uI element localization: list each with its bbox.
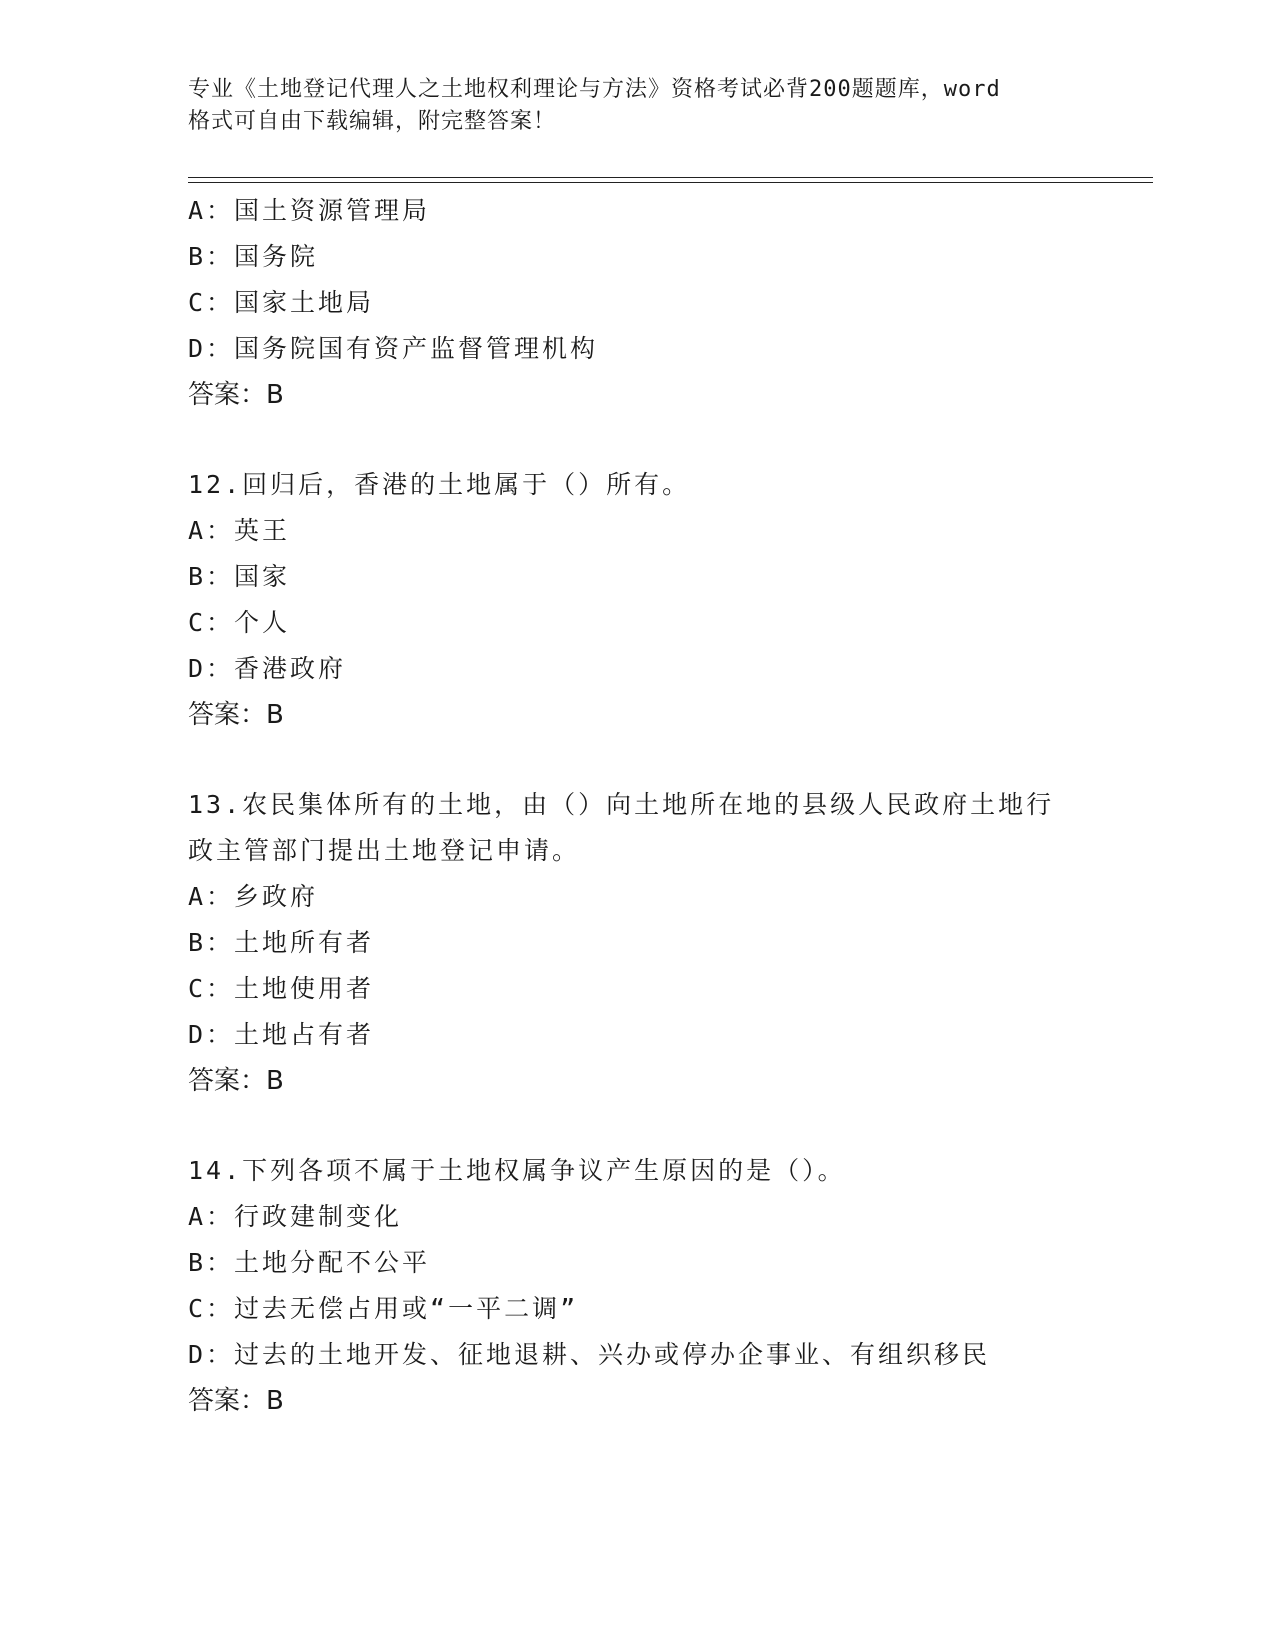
spacer [188,1104,1088,1148]
header-rule-top [188,177,1153,178]
answer-line: 答案：B [188,380,284,410]
option-b: B：土地分配不公平 [188,1248,431,1277]
option-a: A：乡政府 [188,882,319,911]
question-13 [188,782,1088,1104]
option-b: B：国家 [188,562,291,591]
header-line-2: 格式可自由下载编辑，附完整答案！ [188,109,557,134]
option-c: C：土地使用者 [188,974,375,1003]
option-a: A：英王 [188,516,291,545]
option-c: C：过去无偿占用或“一平二调” [188,1294,579,1323]
header-line-1: 专业《土地登记代理人之土地权利理论与方法》资格考试必背200题题库，word [188,77,1001,102]
option-d: D：过去的土地开发、征地退耕、兴办或停办企事业、有组织移民 [188,1340,991,1369]
option-d: D：国务院国有资产监督管理机构 [188,334,599,363]
option-d: D：土地占有者 [188,1020,375,1049]
spacer [188,418,1088,462]
spacer [188,738,1088,782]
question-list [188,188,1088,1424]
option-c: C：个人 [188,608,291,637]
question-text-line-1: 13.农民集体所有的土地，由（）向土地所在地的县级人民政府土地行 [188,790,1055,819]
question-12 [188,462,1088,738]
question-text: 14.下列各项不属于土地权属争议产生原因的是（）。 [188,1156,846,1185]
option-d: D：香港政府 [188,654,347,683]
answer-line: 答案：B [188,1066,284,1096]
option-c: C：国家土地局 [188,288,375,317]
option-b: B：国务院 [188,242,319,271]
answer-line: 答案：B [188,700,284,730]
question-text: 12.回归后，香港的土地属于（）所有。 [188,470,691,499]
option-a: A：行政建制变化 [188,1202,403,1231]
header-rule-bottom [188,182,1153,183]
question-14 [188,1148,1088,1424]
answer-line: 答案：B [188,1386,284,1416]
question-11 [188,188,1088,418]
option-b: B：土地所有者 [188,928,375,957]
option-a: A：国土资源管理局 [188,196,431,225]
document-header [188,74,1068,138]
question-text-line-2: 政主管部门提出土地登记申请。 [188,836,581,865]
